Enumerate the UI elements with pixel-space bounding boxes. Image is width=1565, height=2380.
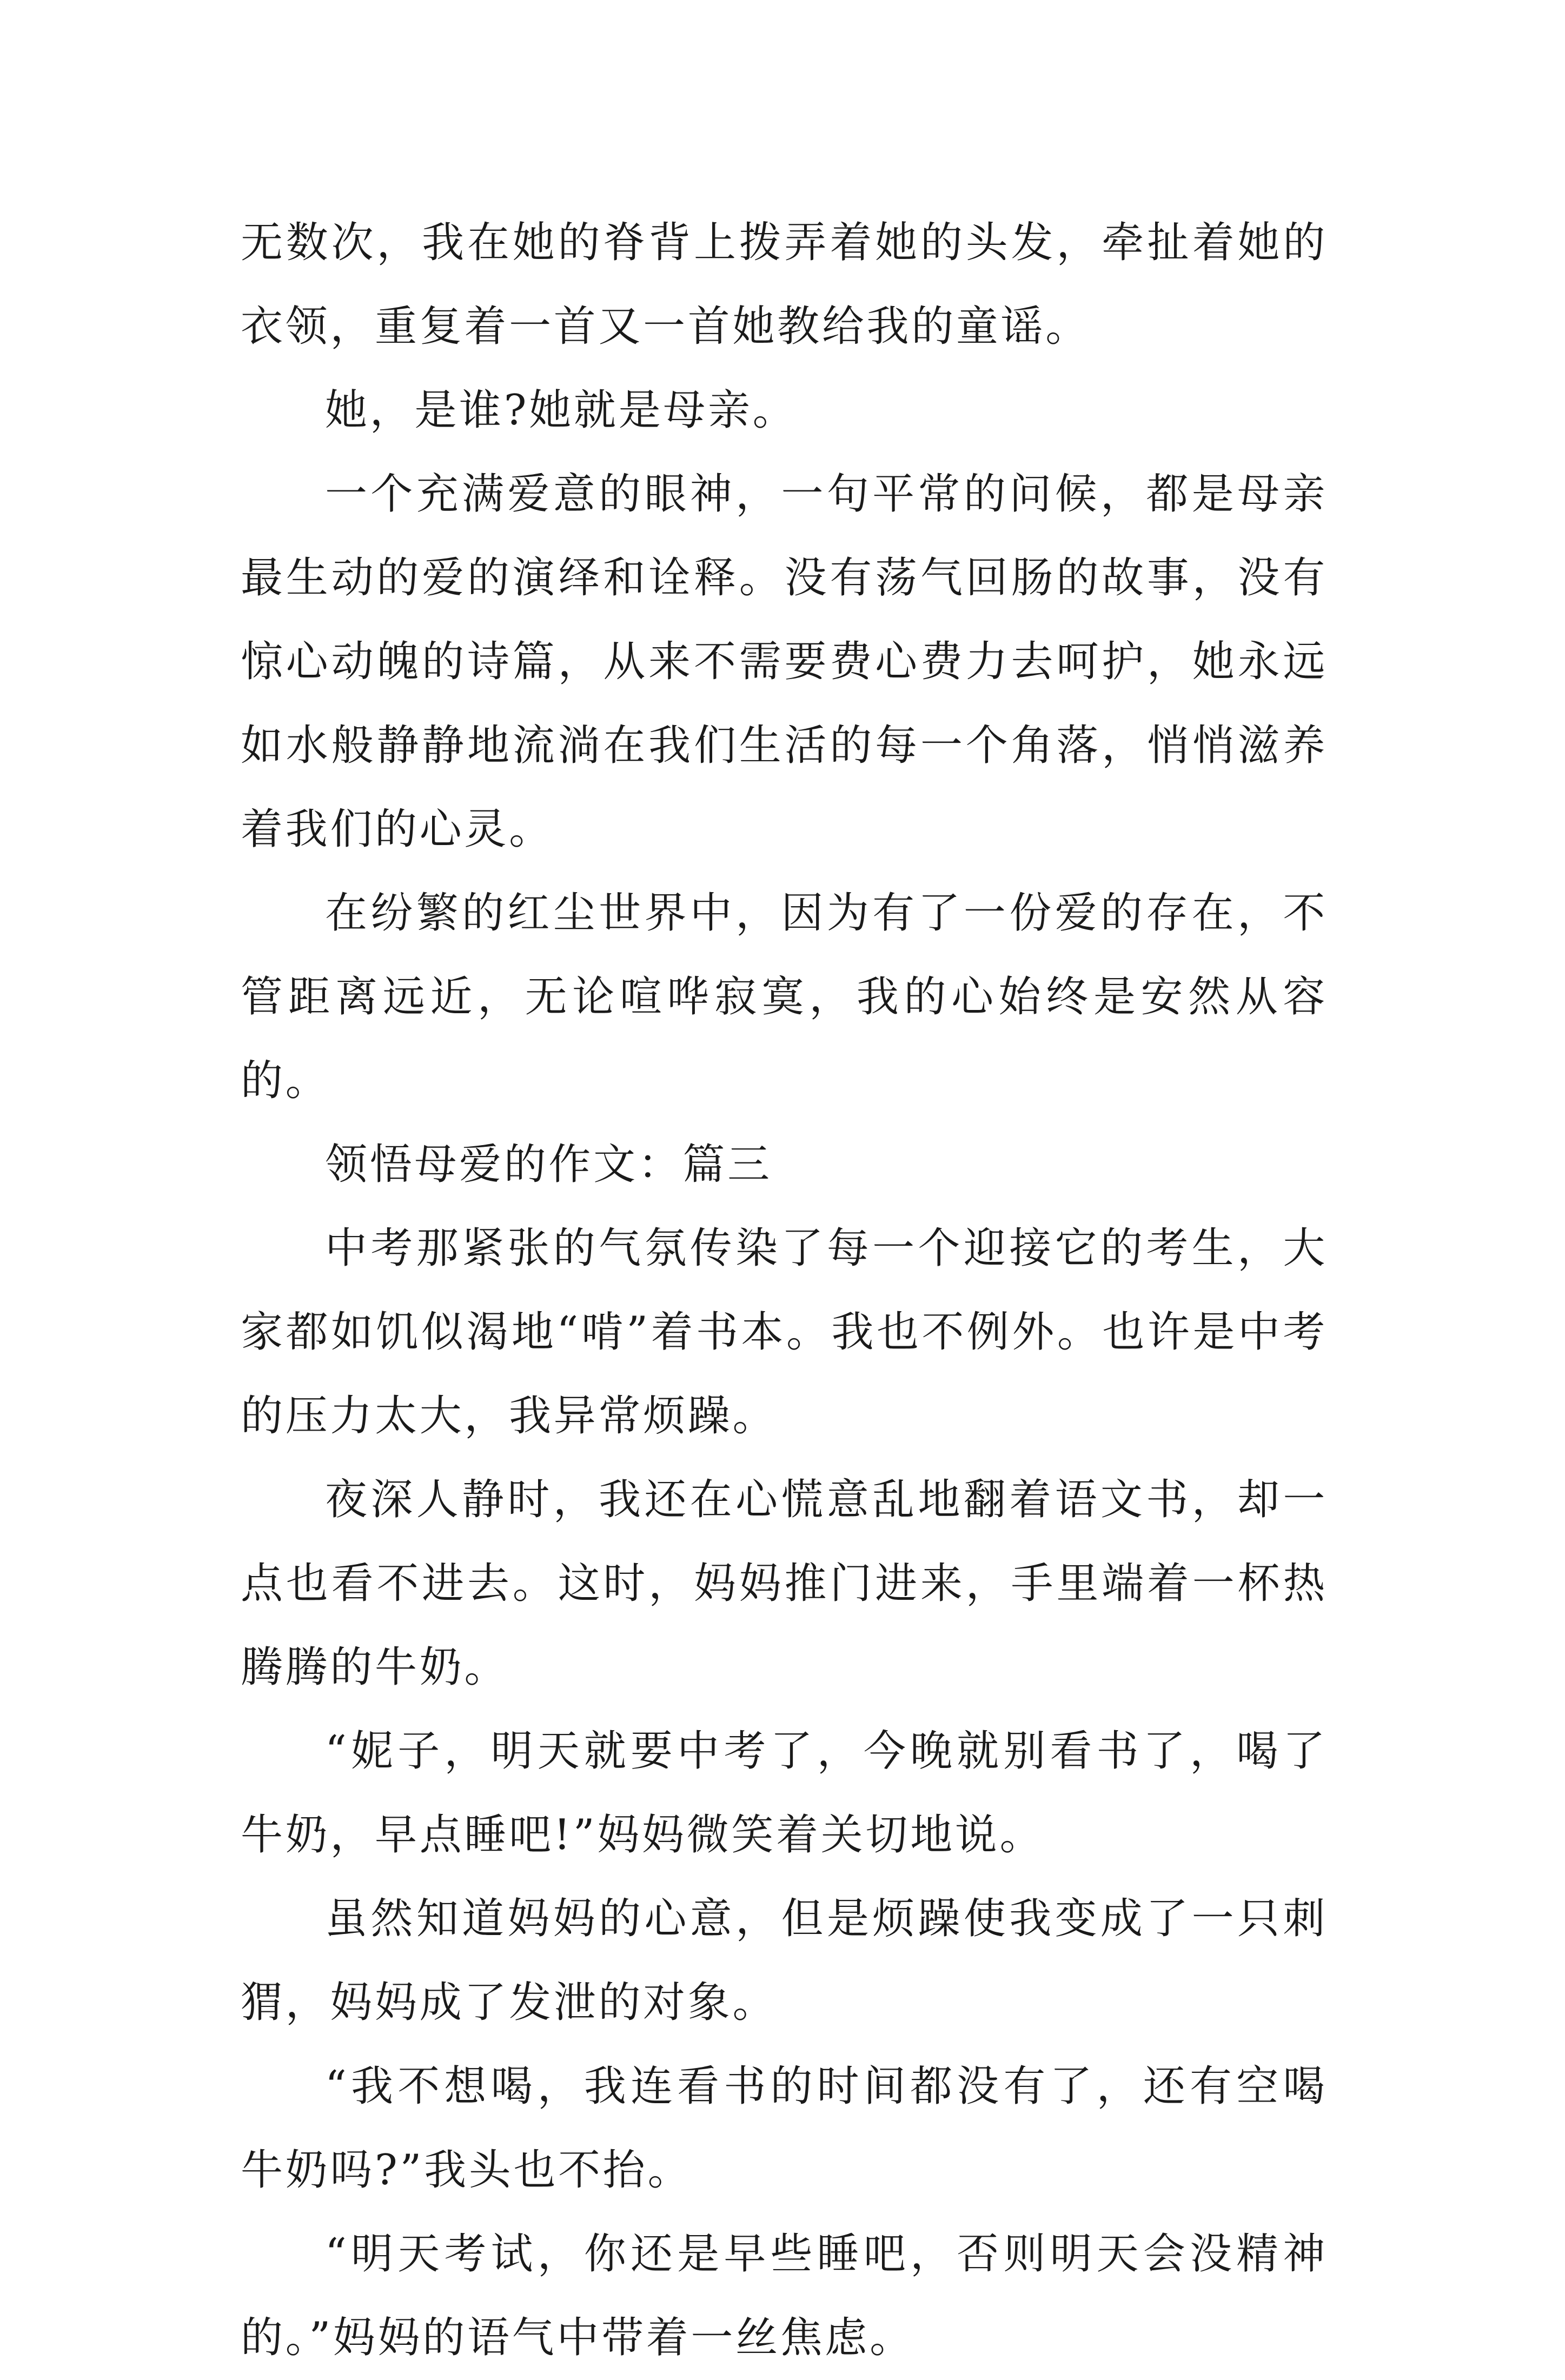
paragraph-1: 无数次，我在她的脊背上拨弄着她的头发，牵扯着她的衣领，重复着一首又一首她教给我的童谣。 (241, 218, 1328, 351)
paragraph-2: 她，是谁?她就是母亲。 (325, 386, 798, 435)
paragraph-8: “妮子，明天就要中考了，今晚就别看书了，喝了牛奶，早点睡吧!”妈妈微笑着关切地说。 (241, 1727, 1328, 1859)
paragraph-10: “我不想喝，我连看书的时间都没有了，还有空喝牛奶吗?”我头也不抬。 (241, 2062, 1328, 2195)
paragraph-6: 中考那紧张的气氛传染了每一个迎接它的考生，大家都如饥似渴地“啃”着书本。我也不例外。也许是中考的压力太大，我异常烦躁。 (241, 1224, 1328, 1440)
section-heading: 领悟母爱的作文：篇三 (325, 1140, 772, 1189)
paragraph-4: 在纷繁的红尘世界中，因为有了一份爱的存在，不管距离远近，无论喧哗寂寞，我的心始终是安然从容的。 (241, 889, 1328, 1105)
paragraph-9: 虽然知道妈妈的心意，但是烦躁使我变成了一只刺猬，妈妈成了发泄的对象。 (241, 1894, 1328, 2027)
document-body (241, 201, 1328, 2380)
paragraph-3: 一个充满爱意的眼神，一句平常的问候，都是母亲最生动的爱的演绎和诠释。没有荡气回肠的故事，没有惊心动魄的诗篇，从来不需要费心费力去呵护，她永远如水般静静地流淌在我们生活的每一个角落，悄悄滋养着我们的心灵。 (241, 470, 1328, 854)
paragraph-11: “明天考试，你还是早些睡吧，否则明天会没精神的。”妈妈的语气中带着一丝焦虑。 (241, 2230, 1328, 2362)
paragraph-7: 夜深人静时，我还在心慌意乱地翻着语文书，却一点也看不进去。这时，妈妈推门进来，手里端着一杯热腾腾的牛奶。 (241, 1475, 1328, 1692)
